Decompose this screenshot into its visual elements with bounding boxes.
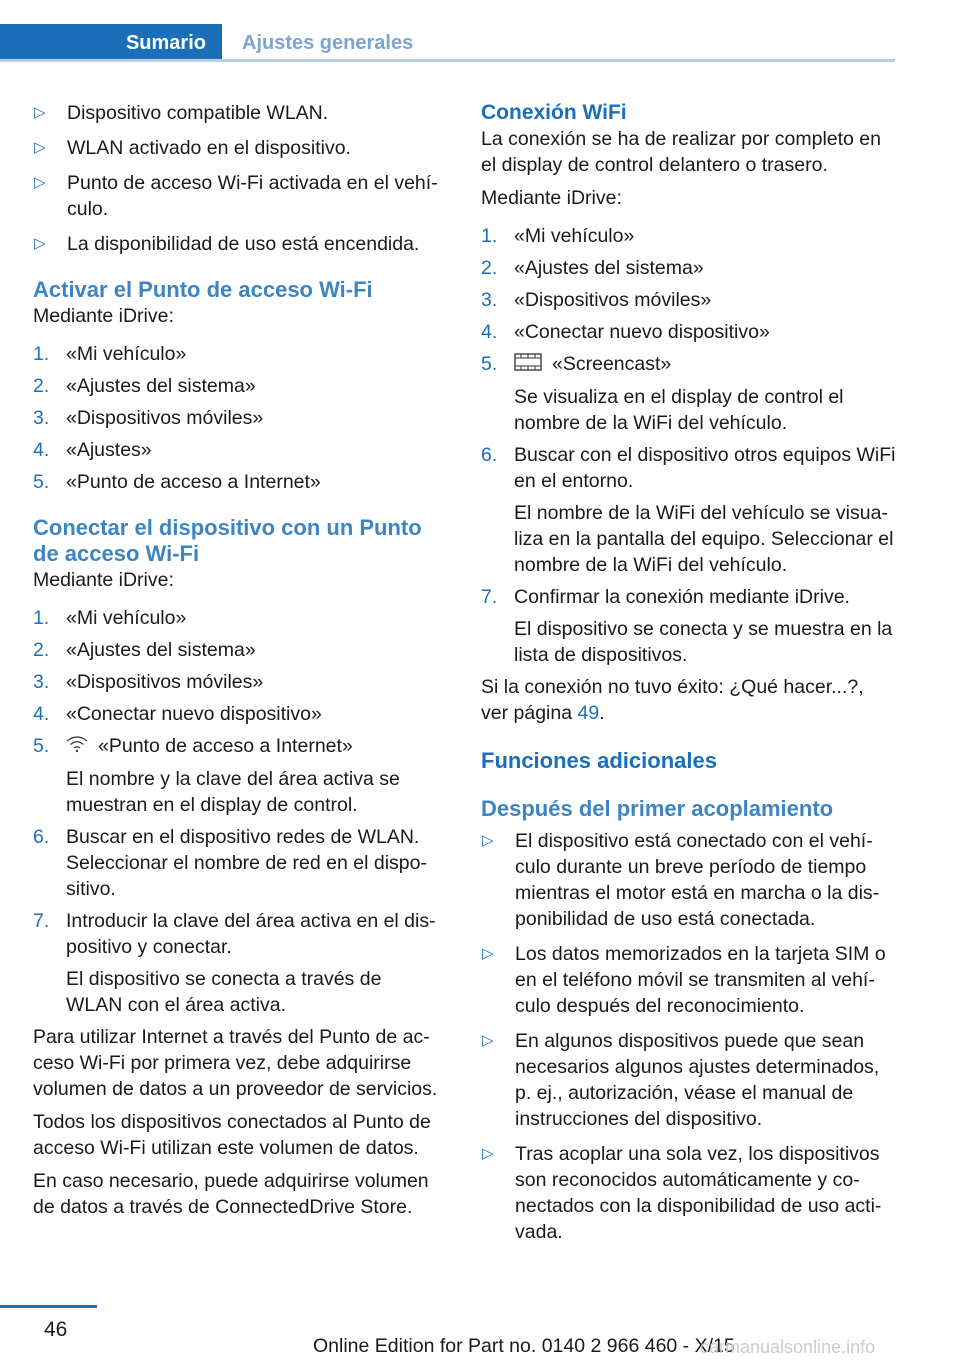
page-link[interactable]: 49 xyxy=(577,701,600,724)
list-item: 2. «Ajustes del sistema» xyxy=(33,375,256,397)
list-item: 3. «Dispositivos móviles» xyxy=(33,671,264,693)
list-item: 2. «Ajustes del sistema» xyxy=(33,639,256,661)
triangle-bullet-icon: ▷ xyxy=(34,174,46,191)
list-item: ▷ Punto de acceso Wi-Fi activada en el vehículo. xyxy=(34,172,438,220)
list-item: ▷ La disponibilidad de uso está encendida. xyxy=(34,233,420,255)
edition-text: Online Edition for Part no. 0140 2 966 460 - X/15 xyxy=(313,1335,735,1357)
wifi-icon xyxy=(66,734,88,760)
triangle-bullet-icon: ▷ xyxy=(482,831,494,849)
screencast-icon xyxy=(514,352,542,378)
list-item: 3. «Dispositivos móviles» xyxy=(481,289,712,311)
left-column xyxy=(33,100,443,1227)
tab-sumario[interactable] xyxy=(0,24,222,62)
list-item: 5. «Screencast» Se visualiza en el display de control el nombre de la WiFi del vehículo. xyxy=(481,353,844,434)
tab-ajustes-generales[interactable] xyxy=(222,24,413,62)
section-title-activar: Activar el Punto de acceso Wi-Fi xyxy=(33,277,373,302)
list-item: ▷ WLAN activado en el dispositivo. xyxy=(34,137,351,159)
list-item: 7. Confirmar la conexión mediante iDrive. El dispositivo se conecta y se muestra en la lista de dispositivos. xyxy=(481,585,893,666)
list-item: ▷ En algunos dispositivos puede que sean necesarios algunos ajustes determinados, p. ej., autorización, véase el manual de instrucciones del dispositivo. xyxy=(482,1029,880,1130)
list-item: 7. Introducir la clave del área activa en el dispositivo y conectar. El dispositivo se conecta a través de WLAN con el área activa. xyxy=(33,909,436,1016)
intro-text: Mediante iDrive: xyxy=(481,187,622,209)
section-title-conectar: Conectar el dispositivo con un Punto de acceso Wi-Fi xyxy=(33,515,422,566)
list-item: ▷ Dispositivo compatible WLAN. xyxy=(34,102,329,124)
triangle-bullet-icon: ▷ xyxy=(34,139,46,156)
page-number: 46 xyxy=(44,1318,68,1341)
list-item: 1. «Mi vehículo» xyxy=(33,343,187,365)
paragraph: En caso necesario, puede adquirirse volumen de datos a través de ConnectedDrive Store. xyxy=(33,1169,429,1218)
section-title-funciones: Funciones adicionales xyxy=(481,747,717,773)
list-item: 5. «Punto de acceso a Internet» El nombre y la clave del área activa se muestran en el display de control. xyxy=(33,735,400,816)
triangle-bullet-icon: ▷ xyxy=(34,104,46,121)
right-column xyxy=(481,100,896,1254)
intro-text: Mediante iDrive: xyxy=(33,305,174,327)
list-item: 4. «Conectar nuevo dispositivo» xyxy=(481,321,770,343)
triangle-bullet-icon: ▷ xyxy=(34,235,46,252)
header-divider xyxy=(0,59,895,62)
list-item: 1. «Mi vehículo» xyxy=(33,607,187,629)
intro-text: Mediante iDrive: xyxy=(33,569,174,591)
triangle-bullet-icon: ▷ xyxy=(482,1144,494,1162)
list-item: 2. «Ajustes del sistema» xyxy=(481,257,704,279)
paragraph: La conexión se ha de realizar por completo en el display de control delantero o trasero. xyxy=(481,128,881,176)
list-item: 6. Buscar en el dispositivo redes de WLAN. Seleccionar el nombre de red en el dispositivo. xyxy=(33,825,427,900)
paragraph: Todos los dispositivos conectados al Punto de acceso Wi-Fi utilizan este volumen de datos. xyxy=(33,1110,431,1159)
list-item: 1. «Mi vehículo» xyxy=(481,225,635,247)
page-header xyxy=(0,0,895,62)
list-item: 6. Buscar con el dispositivo otros equipos WiFi en el entorno. El nombre de la WiFi del vehículo se visualiza en la pantalla del equipo. Seleccionar el nombre de la WiFi del vehículo. xyxy=(481,443,896,576)
triangle-bullet-icon: ▷ xyxy=(482,1031,494,1049)
triangle-bullet-icon: ▷ xyxy=(482,944,494,962)
section-subtitle-acoplamiento: Después del primer acoplamiento xyxy=(481,795,834,821)
list-item: 3. «Dispositivos móviles» xyxy=(33,407,264,429)
list-item: 5. «Punto de acceso a Internet» xyxy=(33,471,321,493)
list-item: 4. «Ajustes» xyxy=(33,439,152,461)
tab-sumario-label: Sumario xyxy=(125,31,206,54)
list-item: ▷ Tras acoplar una sola vez, los dispositivos son reconocidos automáticamente y conectados con la disponibilidad de uso activada. xyxy=(482,1142,882,1243)
paragraph: Si la conexión no tuvo éxito: ¿Qué hacer...?, ver página 49. xyxy=(481,675,864,724)
watermark: carmanualsonline.info xyxy=(700,1337,876,1357)
tab-ajustes-label: Ajustes generales xyxy=(242,31,414,54)
section-title-wifi: Conexión WiFi xyxy=(481,101,627,124)
list-item: ▷ Los datos memorizados en la tarjeta SIM o en el teléfono móvil se transmiten al vehículo después del reconocimiento. xyxy=(482,942,886,1017)
paragraph: Para utilizar Internet a través del Punto de acceso Wi-Fi por primera vez, debe adquirirse volumen de datos a un proveedor de servicios. xyxy=(33,1025,438,1100)
list-item: ▷ El dispositivo está conectado con el vehículo durante un breve período de tiempo mientras el motor está en marcha o la disponibilidad de uso está conectada. xyxy=(482,829,880,930)
list-item: 4. «Conectar nuevo dispositivo» xyxy=(33,703,322,725)
footer-divider xyxy=(0,1305,97,1308)
